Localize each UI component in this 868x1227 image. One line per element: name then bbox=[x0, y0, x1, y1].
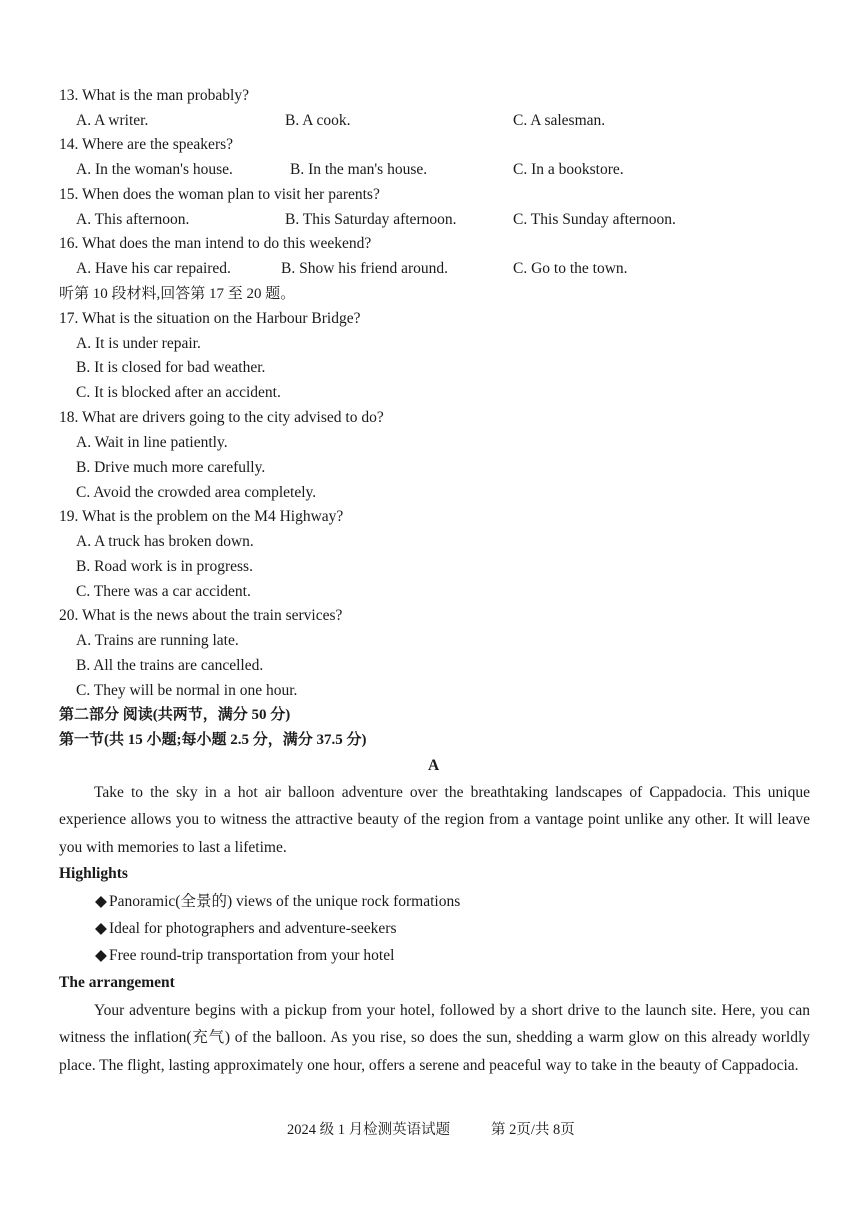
q16-option-b: B. Show his friend around. bbox=[281, 260, 449, 277]
diamond-bullet-icon: ◆ bbox=[95, 947, 107, 964]
footer-exam-title: 2024 级 1 月检测英语试题 bbox=[287, 1122, 451, 1138]
q18-option-b: B. Drive much more carefully. bbox=[76, 459, 266, 476]
q15-option-a: A. This afternoon. bbox=[76, 211, 190, 228]
q16-option-c: C. Go to the town. bbox=[513, 260, 628, 277]
q19-option-a: A. A truck has broken down. bbox=[76, 533, 254, 550]
diamond-bullet-icon: ◆ bbox=[95, 893, 107, 910]
diamond-bullet-icon: ◆ bbox=[95, 920, 107, 937]
q13-option-b: B. A cook. bbox=[285, 112, 351, 129]
highlight-item: ◆ Free round-trip transportation from your hotel bbox=[95, 947, 395, 964]
question-18: 18. What are drivers going to the city advised to do? bbox=[59, 409, 384, 426]
q18-option-c: C. Avoid the crowded area completely. bbox=[76, 484, 317, 501]
question-20: 20. What is the news about the train services? bbox=[59, 607, 343, 624]
q15-option-b: B. This Saturday afternoon. bbox=[285, 211, 457, 228]
highlight-item: ◆ Panoramic(全景的) views of the unique rock formations bbox=[95, 893, 461, 910]
q20-option-b: B. All the trains are cancelled. bbox=[76, 657, 264, 674]
section1-heading: 第一节(共 15 小题;每小题 2.5 分，满分 37.5 分) bbox=[59, 732, 367, 748]
highlights-heading: Highlights bbox=[59, 865, 128, 882]
passage-intro: Take to the sky in a hot air balloon adventure over the breathtaking landscapes of Cappadocia. This unique experience allows you to witness the attractive beauty of the region from a vantage point unlike any other. It will leave you with memories to last a lifetime. bbox=[59, 784, 810, 856]
q19-option-b: B. Road work is in progress. bbox=[76, 558, 253, 575]
q17-option-c: C. It is blocked after an accident. bbox=[76, 384, 281, 401]
question-14: 14. Where are the speakers? bbox=[59, 136, 234, 153]
question-16: 16. What does the man intend to do this weekend? bbox=[59, 235, 372, 252]
q15-option-c: C. This Sunday afternoon. bbox=[513, 211, 676, 228]
passage-letter: A bbox=[428, 757, 440, 774]
q16-option-a: A. Have his car repaired. bbox=[76, 260, 231, 277]
q19-option-c: C. There was a car accident. bbox=[76, 583, 251, 600]
q18-option-a: A. Wait in line patiently. bbox=[76, 434, 228, 451]
question-19: 19. What is the problem on the M4 Highway? bbox=[59, 508, 344, 525]
q17-option-a: A. It is under repair. bbox=[76, 335, 201, 352]
question-15: 15. When does the woman plan to visit her parents? bbox=[59, 186, 380, 203]
q13-option-a: A. A writer. bbox=[76, 112, 149, 129]
part2-heading: 第二部分 阅读(共两节，满分 50 分) bbox=[59, 707, 291, 723]
q14-option-b: B. In the man's house. bbox=[290, 161, 428, 178]
q14-option-c: C. In a bookstore. bbox=[513, 161, 624, 178]
q14-option-a: A. In the woman's house. bbox=[76, 161, 233, 178]
q20-option-a: A. Trains are running late. bbox=[76, 632, 239, 649]
question-17: 17. What is the situation on the Harbour Bridge? bbox=[59, 310, 361, 327]
footer-page-info: 第 2页/共 8页 bbox=[491, 1122, 575, 1138]
q20-option-c: C. They will be normal in one hour. bbox=[76, 682, 298, 699]
q17-option-b: B. It is closed for bad weather. bbox=[76, 359, 266, 376]
highlight-item: ◆ Ideal for photographers and adventure-seekers bbox=[95, 920, 397, 937]
section10-instruction: 听第 10 段材料,回答第 17 至 20 题。 bbox=[59, 286, 296, 302]
arrangement-text: Your adventure begins with a pickup from your hotel, followed by a short drive to the launch site. Here, you can witness the inflation(充气) of the balloon. As you rise, so does the sun, shedding a warm glow on this already worldly place. The flight, lasting approximately one hour, offers a serene and peaceful way to take in the beauty of Cappadocia. bbox=[59, 1002, 810, 1074]
question-13: 13. What is the man probably? bbox=[59, 87, 249, 104]
q13-option-c: C. A salesman. bbox=[513, 112, 606, 129]
arrangement-heading: The arrangement bbox=[59, 974, 175, 991]
